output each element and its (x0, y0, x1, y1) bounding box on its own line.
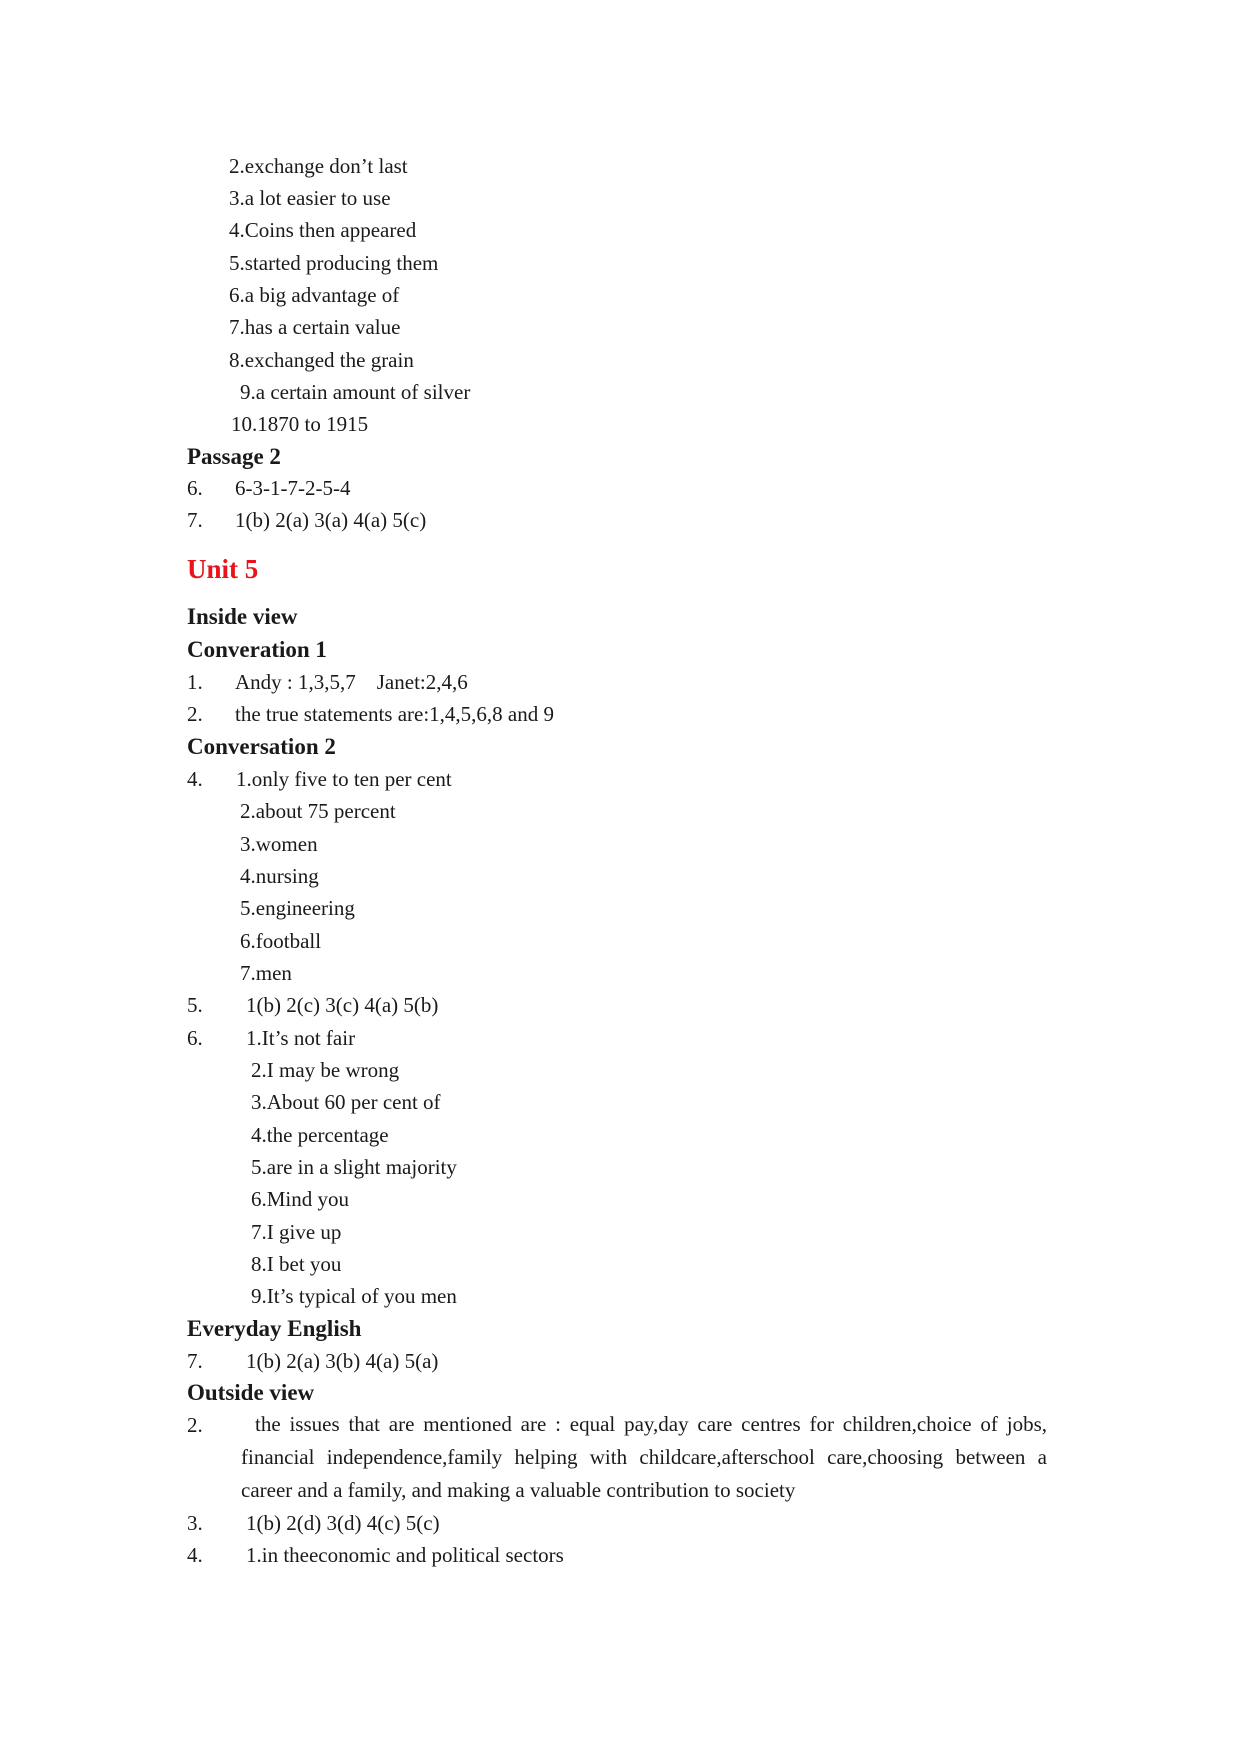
answer-text: 1(b) 2(a) 3(a) 4(a) 5(c) (235, 508, 427, 532)
list-item: 1.only five to ten per cent (236, 767, 452, 791)
list-item: 5.started producing them (229, 251, 439, 275)
answer-text: 6-3-1-7-2-5-4 (235, 476, 351, 500)
answer-paragraph: the issues that are mentioned are : equal pay,day care centres for children,choice of jobs, financial independence,family helping with childcare,afterschool care,choosing between a career and a family, and making a valuable contribution to society (241, 1412, 1047, 1502)
list-item: 3.women (240, 832, 318, 856)
list-item: 6.Mind you (251, 1187, 350, 1211)
list-item: 4.nursing (240, 864, 319, 888)
list-item: 6.football (240, 929, 322, 953)
list-item: 5.are in a slight majority (251, 1155, 457, 1179)
section-heading-inside-view: Inside view (187, 604, 298, 629)
section-heading-outside-view: Outside view (187, 1380, 315, 1405)
list-item: 9.It’s typical of you men (251, 1284, 457, 1308)
question-number: 4. (187, 1543, 203, 1567)
question-number: 7. (187, 1349, 203, 1373)
list-item: 7.men (240, 961, 292, 985)
list-item: 7.has a certain value (229, 315, 401, 339)
question-number: 6. (187, 476, 203, 500)
list-item: 4.Coins then appeared (229, 218, 417, 242)
list-item: 7.I give up (251, 1220, 342, 1244)
answer-text: Andy : 1,3,5,7 Janet:2,4,6 (235, 670, 468, 694)
list-item: 3.About 60 per cent of (251, 1090, 441, 1114)
question-number: 2. (187, 1413, 203, 1437)
list-item: 8.exchanged the grain (229, 348, 414, 372)
list-item: 2.exchange don’t last (229, 154, 408, 178)
list-item: 8.I bet you (251, 1252, 342, 1276)
answer-text: 1(b) 2(d) 3(d) 4(c) 5(c) (246, 1511, 440, 1535)
list-item: 10.1870 to 1915 (231, 412, 369, 436)
question-number: 5. (187, 993, 203, 1017)
list-item: 4.the percentage (251, 1123, 389, 1147)
list-item: 1.It’s not fair (246, 1026, 356, 1050)
question-number: 2. (187, 702, 203, 726)
answer-text: the true statements are:1,4,5,6,8 and 9 (235, 702, 554, 726)
list-item: 3.a lot easier to use (229, 186, 391, 210)
answer-text: 1.in theeconomic and political sectors (246, 1543, 564, 1567)
section-heading-conversation-1: Converation 1 (187, 637, 327, 662)
question-number: 3. (187, 1511, 203, 1535)
answer-text: 1(b) 2(a) 3(b) 4(a) 5(a) (246, 1349, 439, 1373)
list-item: 5.engineering (240, 896, 355, 920)
section-heading-passage-2: Passage 2 (187, 444, 281, 469)
answer-text: 1(b) 2(c) 3(c) 4(a) 5(b) (246, 993, 439, 1017)
section-heading-conversation-2: Conversation 2 (187, 734, 336, 759)
list-item: 9.a certain amount of silver (240, 380, 471, 404)
list-item: 2.I may be wrong (251, 1058, 400, 1082)
question-number: 4. (187, 767, 203, 791)
list-item: 2.about 75 percent (240, 799, 396, 823)
question-number: 1. (187, 670, 203, 694)
list-item: 6.a big advantage of (229, 283, 400, 307)
unit-title: Unit 5 (187, 554, 259, 584)
question-number: 7. (187, 508, 203, 532)
question-number: 6. (187, 1026, 203, 1050)
section-heading-everyday-english: Everyday English (187, 1316, 362, 1341)
